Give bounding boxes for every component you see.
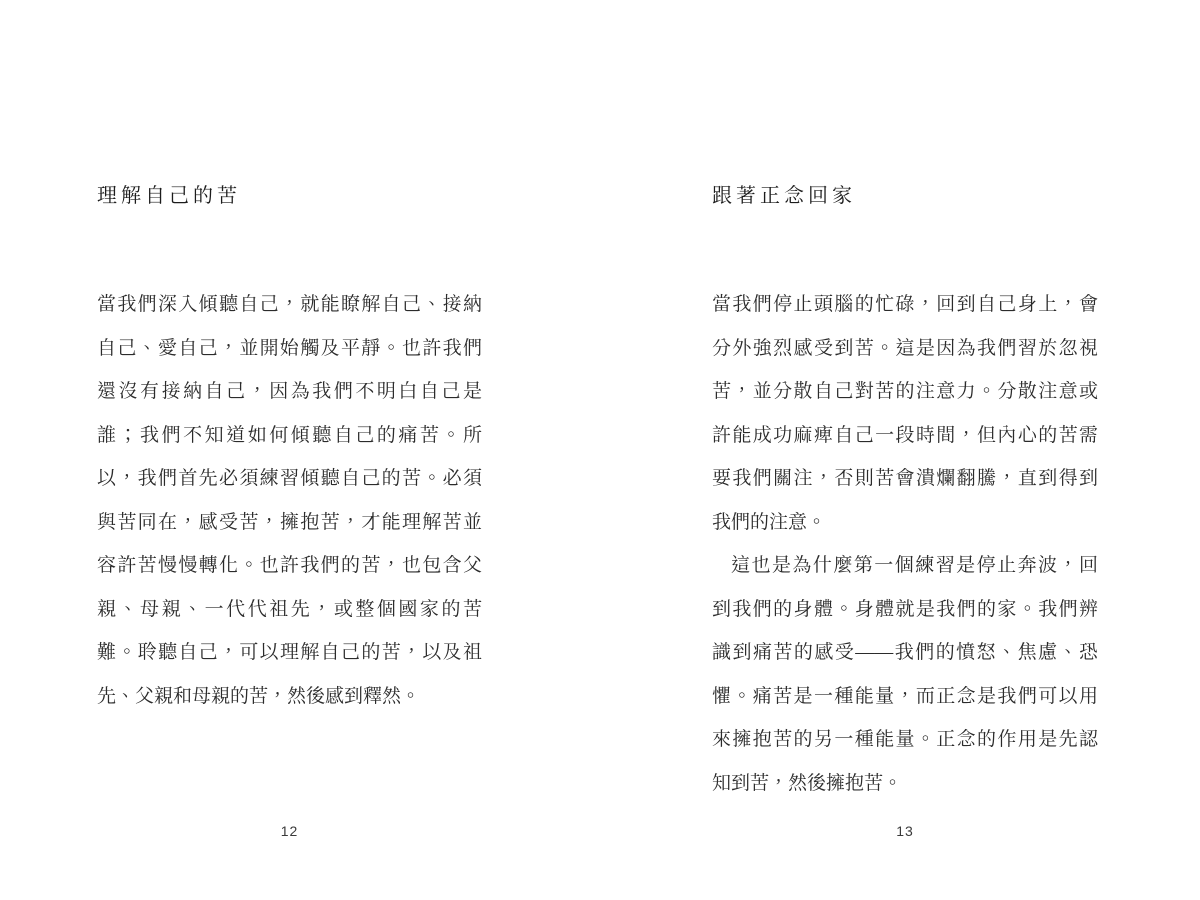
text-line: 要我們關注，否則苦會潰爛翻騰，直到得到: [712, 468, 1098, 489]
text-line: 誰；我們不知道如何傾聽自己的痛苦。所: [97, 424, 482, 446]
text-line: 容許苦慢慢轉化。也許我們的苦，也包含父: [97, 555, 482, 576]
text-line: 到我們的身體。身體就是我們的家。我們辨: [712, 598, 1098, 620]
left-page-number: 12: [280, 823, 299, 839]
text-line: 以，我們首先必須練習傾聽自己的苦。必須: [97, 468, 482, 489]
text-line: 知到苦，然後擁抱苦。: [712, 772, 903, 794]
text-line: 與苦同在，感受苦，擁抱苦，才能理解苦並: [97, 511, 482, 533]
text-line: 分外強烈感受到苦。這是因為我們習於忽視: [712, 337, 1098, 359]
text-line: 當我們深入傾聽自己，就能瞭解自己、接納: [97, 294, 482, 315]
text-line: 許能成功麻痺自己一段時間，但內心的苦需: [712, 424, 1098, 446]
text-line: 識到痛苦的感受——我們的憤怒、焦慮、恐: [712, 642, 1098, 663]
text-line: 苦，並分散自己對苦的注意力。分散注意或: [712, 381, 1098, 402]
right-page-number: 13: [896, 823, 914, 839]
text-line: 先、父親和母親的苦，然後感到釋然。: [97, 685, 421, 707]
text-line: 懼。痛苦是一種能量，而正念是我們可以用: [712, 685, 1098, 707]
text-line: 當我們停止頭腦的忙碌，回到自己身上，會: [712, 294, 1098, 315]
text-line: 來擁抱苦的另一種能量。正念的作用是先認: [712, 729, 1098, 750]
page-body: [97, 283, 482, 718]
left-page: [97, 0, 482, 900]
page-body: [712, 283, 1098, 805]
right-chapter-title: 跟著正念回家: [712, 185, 856, 207]
text-line: 我們的注意。: [712, 511, 827, 533]
text-line: 親、母親、一代代祖先，或整個國家的苦: [97, 598, 482, 620]
text-line: 難。聆聽自己，可以理解自己的苦，以及祖: [97, 642, 482, 663]
text-line: 自己、愛自己，並開始觸及平靜。也許我們: [97, 337, 482, 359]
right-page: [712, 0, 1098, 900]
text-line: 這也是為什麼第一個練習是停止奔波，回: [731, 555, 1098, 576]
left-chapter-title: 理解自己的苦: [97, 185, 241, 207]
text-line: 還沒有接納自己，因為我們不明白自己是: [97, 381, 482, 402]
